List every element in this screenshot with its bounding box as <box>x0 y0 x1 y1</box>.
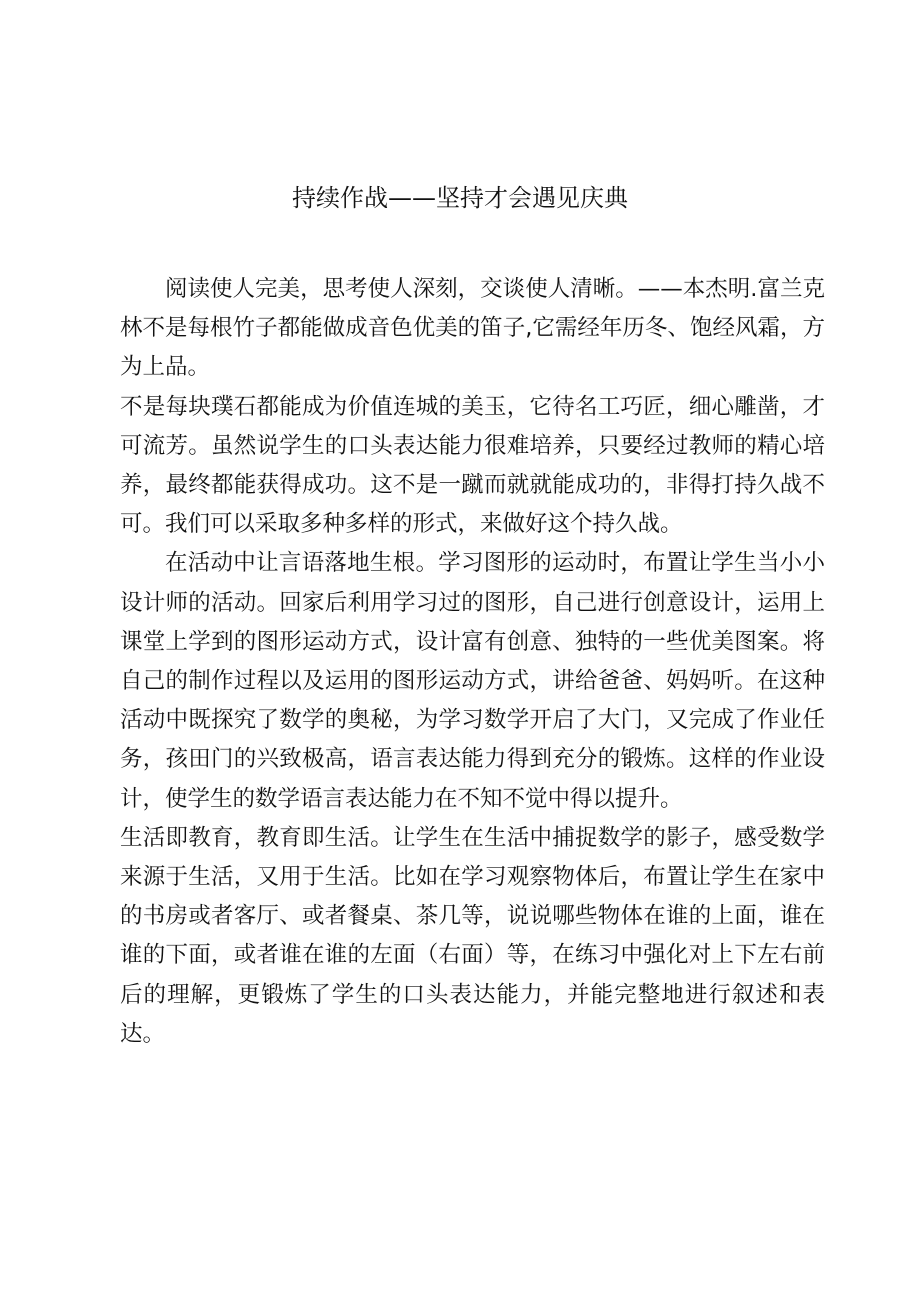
document-body <box>120 270 825 1054</box>
document-title: 持续作战——坚持才会遇见庆典 <box>292 184 628 212</box>
paragraph-2: 不是每块璞石都能成为价值连城的美玉，它待名工巧匠，细心雕凿，才可流芳。虽然说学生的口头表达能力很难培养，只要经过教师的精心培养，最终都能获得成功。这不是一蹴而就就能成功的，非得打持久战不可。我们可以采取多种多样的形式，来做好这个持久战。 <box>120 393 825 538</box>
paragraph-3: 在活动中让言语落地生根。学习图形的运动时，布置让学生当小小设计师的活动。回家后利用学习过的图形，自己进行创意设计，运用上课堂上学到的图形运动方式，设计富有创意、独特的一些优美图案。将自己的制作过程以及运用的图形运动方式，讲给爸爸、妈妈听。在这种活动中既探究了数学的奥秘，为学习数学开启了大门，又完成了作业任务，孩田门的兴致极高，语言表达能力得到充分的锻炼。这样的作业设计，使学生的数学语言表达能力在不知不觉中得以提升。 <box>120 550 825 812</box>
paragraph-4: 生活即教育，教育即生活。让学生在生活中捕捉数学的影子，感受数学来源于生活，又用于生活。比如在学习观察物体后，布置让学生在家中的书房或者客厅、或者餐桌、茶几等，说说哪些物体在谁的上面，谁在谁的下面，或者谁在谁的左面（右面）等，在练习中强化对上下左右前后的理解，更锻炼了学生的口头表达能力，并能完整地进行叙述和表达。 <box>120 824 825 1047</box>
paragraph-1: 阅读使人完美，思考使人深刻，交谈使人清晰。——本杰明.富兰克林不是每根竹子都能做成音色优美的笛子,它需经年历冬、饱经风霜，方为上品。 <box>120 276 825 381</box>
